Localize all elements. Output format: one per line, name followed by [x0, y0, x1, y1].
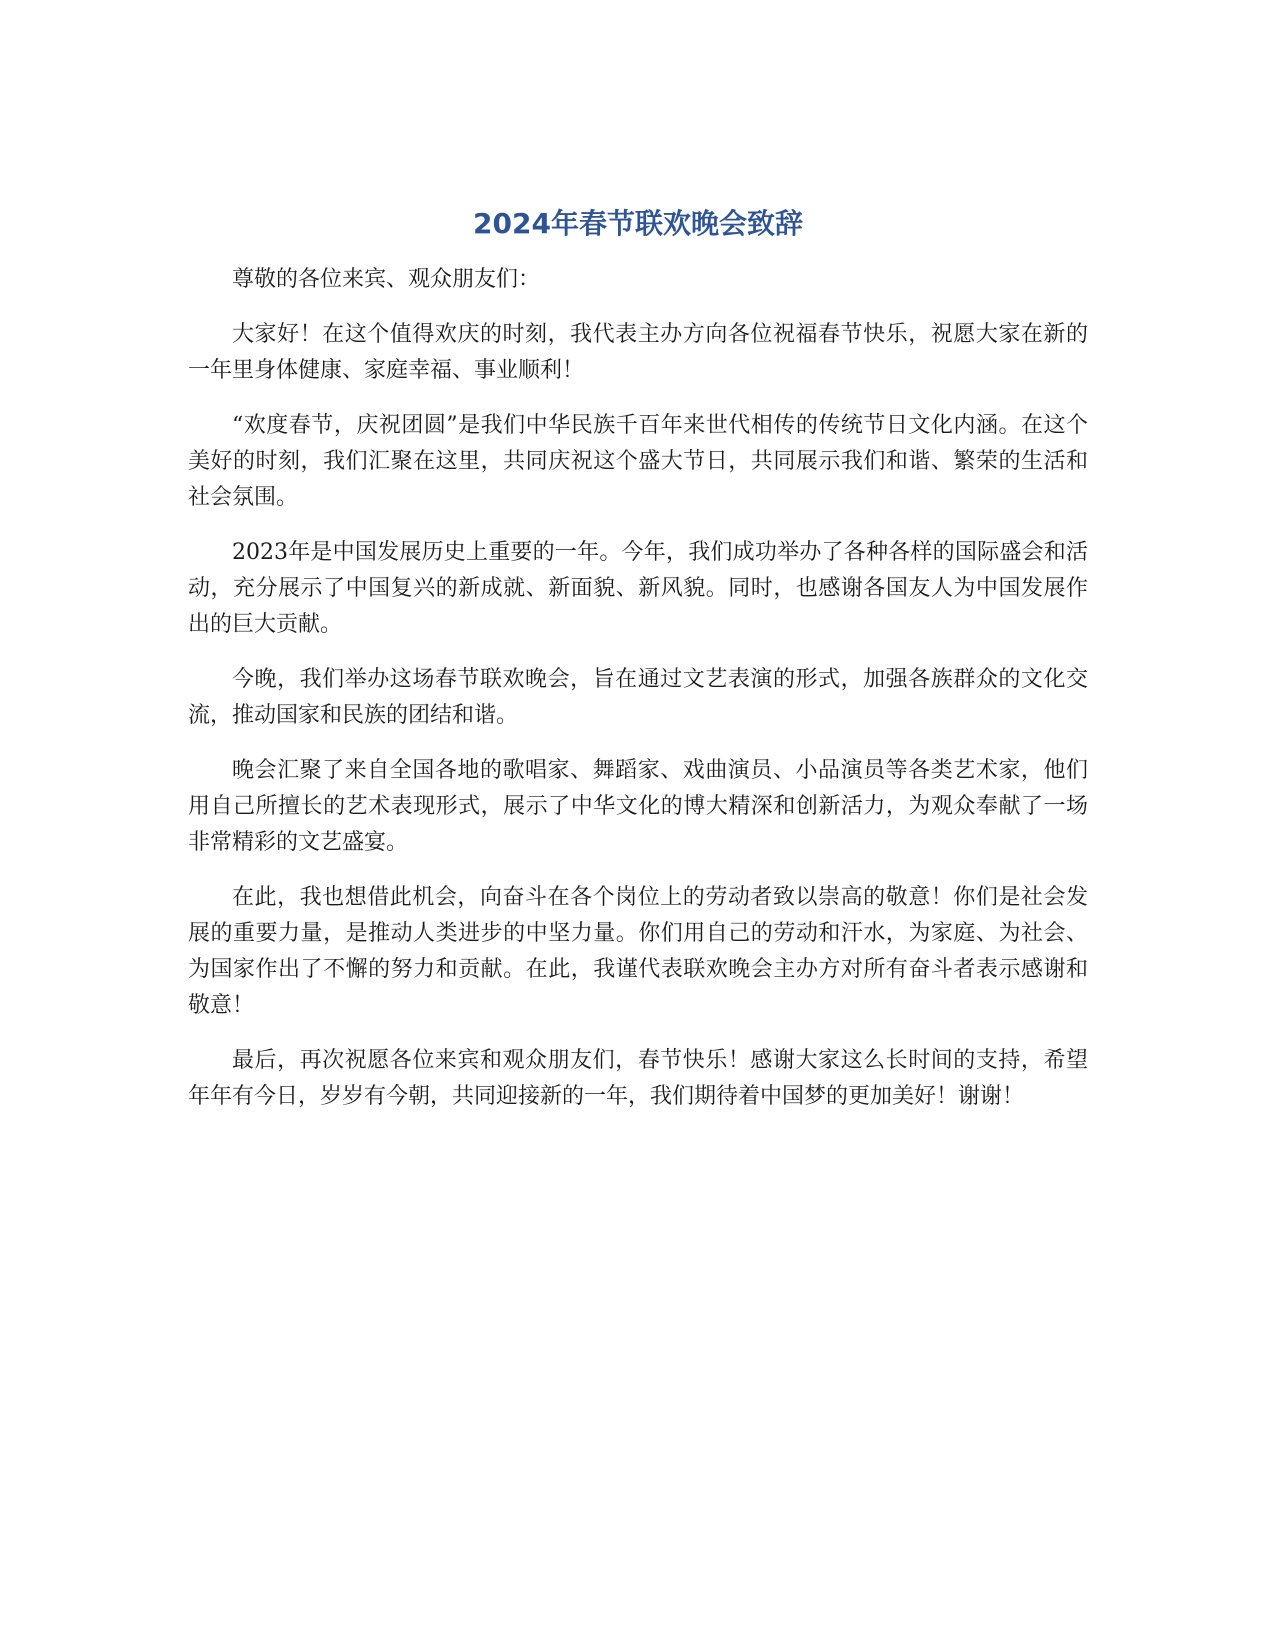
culture-paragraph: “欢度春节，庆祝团圆”是我们中华民族千百年来世代相传的传统节日文化内涵。在这个美好的时刻，我们汇聚在这里，共同庆祝这个盛大节日，共同展示我们和谐、繁荣的生活和社会氛围。 [188, 413, 1088, 510]
salutation-paragraph: 尊敬的各位来宾、观众朋友们： [232, 267, 541, 292]
performers-paragraph: 晚会汇聚了来自全国各地的歌唱家、舞蹈家、戏曲演员、小品演员等各类艺术家，他们用自己所擅长的艺术表现形式，展示了中华文化的博大精深和创新活力，为观众奉献了一场非常精彩的文艺盛宴。 [188, 758, 1088, 855]
greeting-paragraph: 大家好！在这个值得欢庆的时刻，我代表主办方向各位祝福春节快乐，祝愿大家在新的一年里身体健康、家庭幸福、事业顺利！ [188, 322, 1088, 383]
gala-purpose-paragraph: 今晚，我们举办这场春节联欢晚会，旨在通过文艺表演的形式，加强各族群众的文化交流，推动国家和民族的团结和谐。 [188, 667, 1088, 728]
closing-paragraph: 最后，再次祝愿各位来宾和观众朋友们，春节快乐！感谢大家这么长时间的支持，希望年年有今日，岁岁有今朝，共同迎接新的一年，我们期待着中国梦的更加美好！谢谢！ [188, 1048, 1088, 1109]
document-body [188, 196, 1088, 1134]
year-review-paragraph: 2023年是中国发展历史上重要的一年。今年，我们成功举办了各种各样的国际盛会和活动，充分展示了中国复兴的新成就、新面貌、新风貌。同时，也感谢各国友人为中国发展作出的巨大贡献。 [188, 540, 1088, 637]
tribute-paragraph: 在此，我也想借此机会，向奋斗在各个岗位上的劳动者致以崇高的敬意！你们是社会发展的重要力量，是推动人类进步的中坚力量。你们用自己的劳动和汗水，为家庭、为社会、为国家作出了不懈的努力和贡献。在此，我谨代表联欢晚会主办方对所有奋斗者表示感谢和敬意！ [188, 885, 1088, 1018]
document-title: 2024年春节联欢晚会致辞 [473, 207, 803, 240]
